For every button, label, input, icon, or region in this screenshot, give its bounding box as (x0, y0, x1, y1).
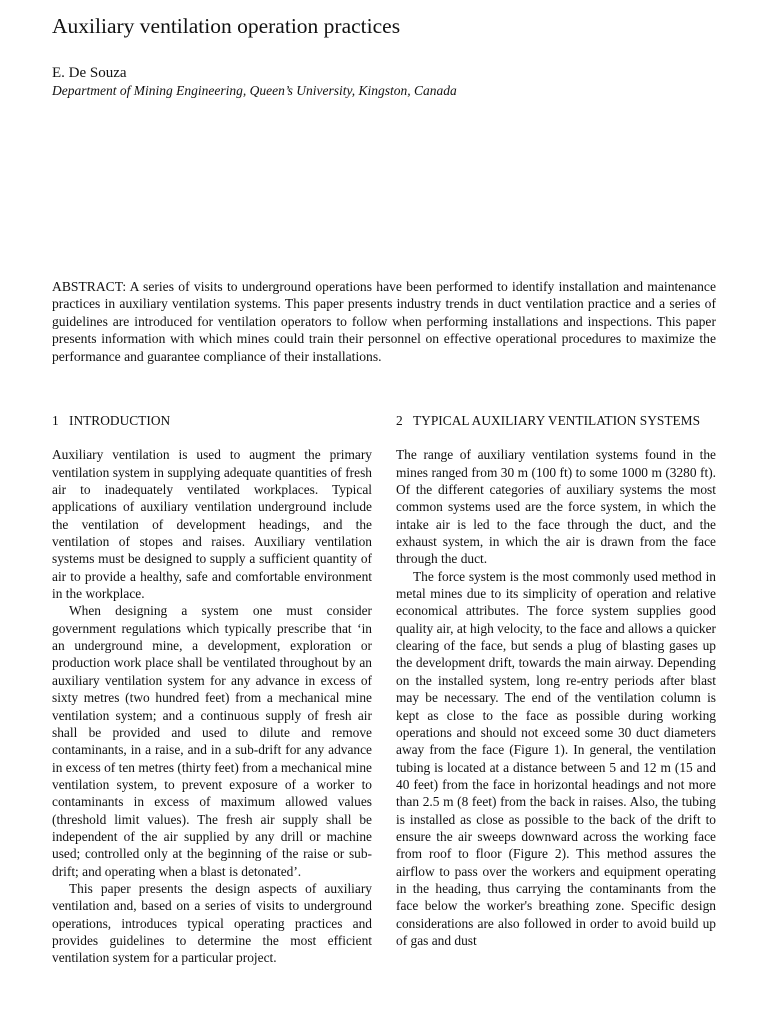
column-right (396, 412, 716, 949)
section-title: INTRODUCTION (69, 413, 171, 428)
abstract: ABSTRACT: A series of visits to underground operations have been performed to identify installation and maintenance practices in auxiliary ventilation systems. This paper presents industry trends in duct ventilation practice and a series of guidelines are introduced for ventilation operators to follow when performing installations and inspections. This paper presents information with which mines could train their personnel on effective operational procedures to maximize the performance and guarantee compliance of their installations. (52, 279, 716, 364)
paper-title: Auxiliary ventilation operation practices (52, 14, 401, 38)
paragraph: This paper presents the design aspects of auxiliary ventilation and, based on a series of visits to underground operations, introduces typical operating practices and provides guidelines to determine the most efficient ventilation system for a particular project. (52, 880, 372, 966)
paragraph: When designing a system one must consider government regulations which typically prescribe that ‘in an underground mine, a development, exploration or production work place shall be ventilated throughout by an auxiliary ventilation system for any advance in excess of sixty metres (two hundred feet) from a mechanical mine ventilation system; and a continuous supply of fresh air shall be provided and used to dilute and remove contaminants, in a raise, and in a sub-drift for any advance in excess of ten metres (thirty feet) from a mechanical mine ventilation system, to prevent exposure of a worker to contaminants in excess of maximum allowed values (threshold limit values). The fresh air supply shall be independent of the air supplied by any drill or machine used; controlled only at the beginning of the raise or sub-drift; and operating when a blast is detonated’. (52, 603, 372, 879)
section-title: TYPICAL AUXILIARY VENTILATION SYSTEMS (413, 413, 701, 428)
paragraph: Auxiliary ventilation is used to augment the primary ventilation system in supplying adequate quantities of fresh air to inadequately ventilated workplaces. Typical applications of auxiliary ventilation underground include the ventilation of development headings, and the ventilation of stopes and raises. Auxiliary ventilation systems must be designed to supply a sufficient quantity of air to provide a healthy, safe and comfortable environment in the workplace. (52, 447, 372, 602)
author-name: E. De Souza (52, 65, 127, 81)
section-heading-typical-systems (396, 412, 716, 429)
section-heading-introduction (52, 412, 372, 429)
column-left (52, 412, 372, 967)
section-number: 2 (396, 413, 403, 428)
paragraph: The range of auxiliary ventilation systems found in the mines ranged from 30 m (100 ft) to some 1000 m (3280 ft). Of the different categories of auxiliary systems the most common systems used are the force system, in which the intake air is led to the face through the duct, and the exhaust system, in which the air is drawn from the face through the duct. (396, 447, 716, 567)
paragraph: The force system is the most commonly used method in metal mines due to its simplicity of operation and relative economical attributes. The force system supplies good quality air, at high velocity, to the face and allows a quicker clearing of the face, but sends a plug of blasting gases up the development drift, towards the main airway. Depending on the installed system, long re-entry periods after blast may be necessary. The end of the ventilation column is kept as close to the face as possible during working operations and should not exceed some 30 duct diameters away from the face (Figure 1). In general, the ventilation tubing is located at a distance between 5 and 12 m (15 and 40 feet) from the face in horizontal headings and not more than 2.5 m (8 feet) from the back in raises. Also, the tubing is installed as close as possible to the back of the drift to ensure the air sweeps downward across the working face from roof to floor (Figure 2). This method assures the airflow to pass over the workers and equipment operating in the heading, thus carrying the contaminants from the face below the worker's breathing zone. Specific design considerations are also followed in order to avoid build up of gas and dust (396, 568, 716, 948)
author-affiliation: Department of Mining Engineering, Queen’s University, Kingston, Canada (52, 83, 457, 98)
section-number: 1 (52, 413, 59, 428)
